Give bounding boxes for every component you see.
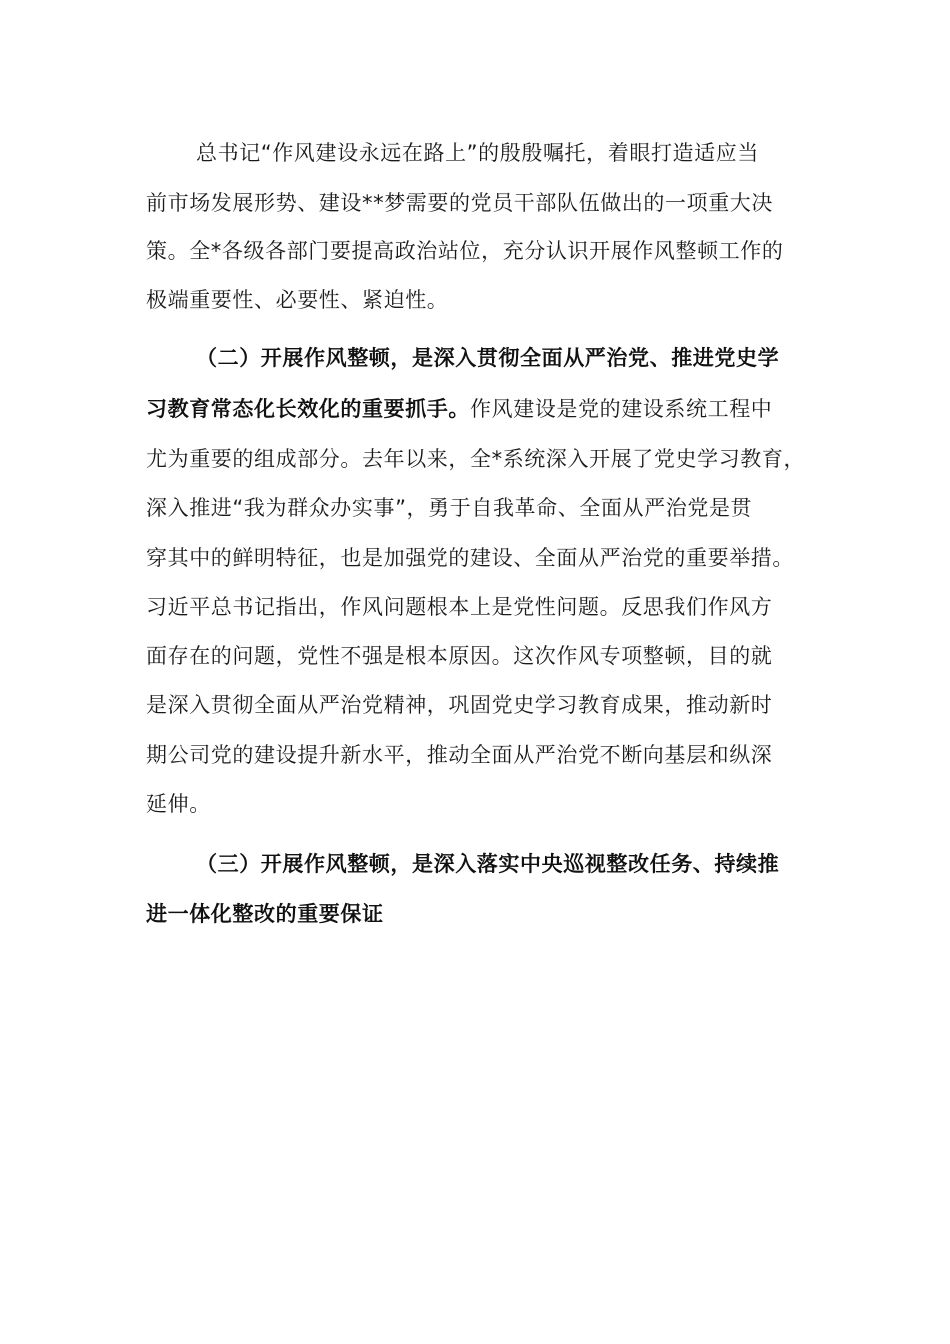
paragraph-1-line-1: 总书记“作风建设永远在路上”的殷殷嘱托，着眼打造适应当 <box>196 141 759 165</box>
paragraph-1-line-3: 策。全*各级各部门要提高政治站位，充分认识开展作风整顿工作的 <box>146 239 784 263</box>
paragraph-3-heading-line-1: （三）开展作风整顿，是深入落实中央巡视整改任务、持续推 <box>196 852 780 876</box>
paragraph-2-line-9: 期公司党的建设提升新水平，推动全面从严治党不断向基层和纵深 <box>146 743 773 767</box>
paragraph-2-line-7: 面存在的问题，党性不强是根本原因。这次作风专项整顿，目的就 <box>146 644 773 668</box>
paragraph-2-line-5: 穿其中的鲜明特征，也是加强党的建设、全面从严治党的重要举措。 <box>146 546 794 570</box>
paragraph-1-line-2: 前市场发展形势、建设**梦需要的党员干部队伍做出的一项重大决 <box>146 191 773 215</box>
paragraph-2-line-3: 尤为重要的组成部分。去年以来，全*系统深入开展了党史学习教育， <box>146 447 806 471</box>
paragraph-2-line-8: 是深入贯彻全面从严治党精神，巩固党史学习教育成果，推动新时 <box>146 693 773 717</box>
paragraph-2-heading-line-2: 习教育常态化长效化的重要抓手。 <box>146 397 470 421</box>
paragraph-2-line-4: 深入推进“我为群众办实事”，勇于自我革命、全面从严治党是贯 <box>146 496 753 520</box>
paragraph-1-line-4: 极端重要性、必要性、紧迫性。 <box>146 288 449 312</box>
paragraph-2-line-2-rest: 作风建设是党的建设系统工程中 <box>470 397 773 421</box>
paragraph-2-heading-line-1: （二）开展作风整顿，是深入贯彻全面从严治党、推进党史学 <box>196 346 780 370</box>
paragraph-2-line-6: 习近平总书记指出，作风问题根本上是党性问题。反思我们作风方 <box>146 595 773 619</box>
paragraph-3-heading-line-2: 进一体化整改的重要保证 <box>146 902 384 926</box>
paragraph-2-line-2 <box>146 396 772 422</box>
paragraph-2-line-10: 延伸。 <box>146 792 211 816</box>
